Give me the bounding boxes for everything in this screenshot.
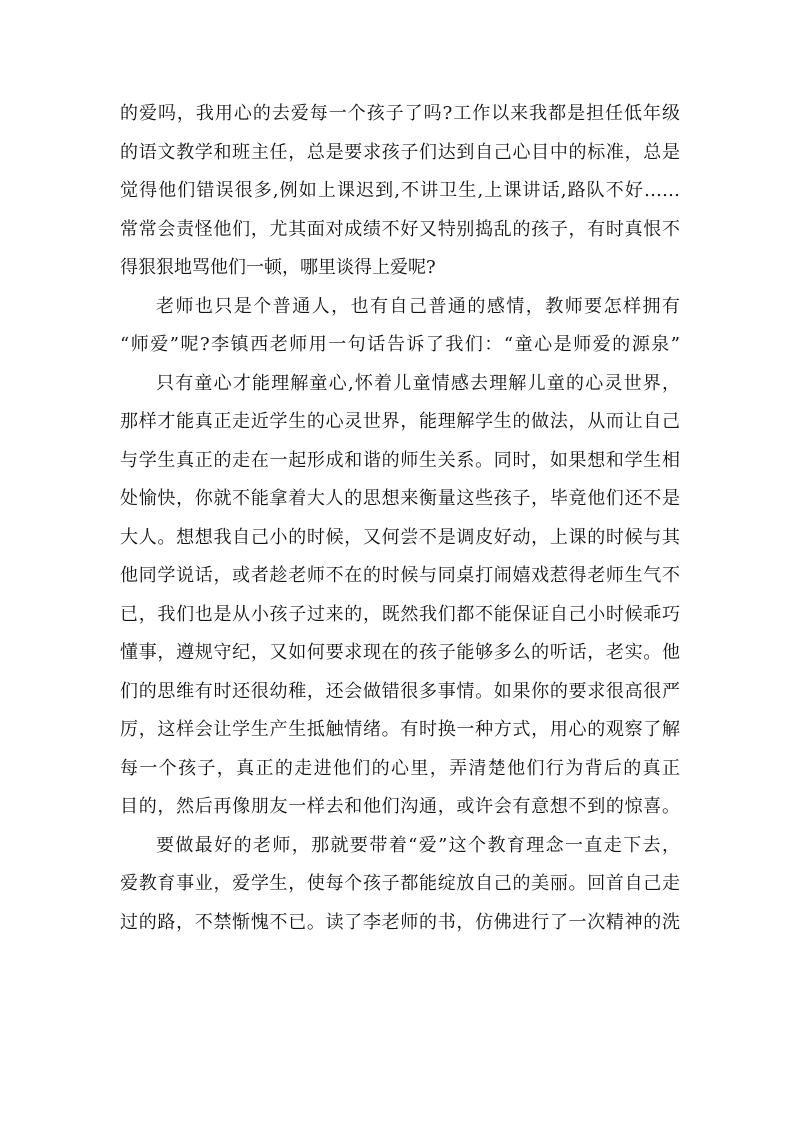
text-line: 要做最好的老师，那就要带着“爱”这个教育理念一直走下去，	[156, 834, 680, 856]
text-line: 与学生真正的走在一起形成和谐的师生关系。同时，如果想和学生相	[120, 449, 680, 471]
text-line: 觉得他们错误很多,例如上课迟到,不讲卫生,上课讲话,路队不好……	[120, 180, 680, 201]
text-line: 只有童心才能理解童心,怀着儿童情感去理解儿童的心灵世界，	[156, 372, 680, 394]
paragraph	[120, 827, 680, 943]
text-line: 那样才能真正走近学生的心灵世界，能理解学生的做法，从而让自己	[120, 411, 680, 432]
text-line: 每一个孩子，真正的走进他们的心里，弄清楚他们行为背后的真正	[120, 757, 680, 779]
paragraph	[120, 365, 680, 827]
text-line: 爱教育事业，爱学生，使每个孩子都能绽放自己的美丽。回首自己走	[120, 873, 680, 894]
text-line: 已，我们也是从小孩子过来的，既然我们都不能保证自己小时候乖巧	[120, 603, 680, 625]
text-line: 厉，这样会让学生产生抵触情绪。有时换一种方式，用心的观察了解	[120, 719, 680, 740]
text-line: 大人。想想我自己小的时候，又何尝不是调皮好动，上课的时候与其	[120, 526, 680, 548]
text-line: 的爱吗，我用心的去爱每一个孩子了吗?工作以来我都是担任低年级	[120, 103, 680, 124]
text-line: 老师也只是个普通人，也有自己普通的感情，教师要怎样拥有	[156, 295, 680, 317]
text-line: 得狠狠地骂他们一顿，哪里谈得上爱呢?	[120, 257, 436, 278]
text-line: 处愉快，你就不能拿着大人的思想来衡量这些孩子，毕竟他们还不是	[120, 488, 680, 509]
text-line: 目的，然后再像朋友一样去和他们沟通，或许会有意想不到的惊喜。	[120, 796, 680, 817]
text-line: 的语文教学和班主任，总是要求孩子们达到自己心目中的标准，总是	[120, 141, 680, 163]
text-line: 他同学说话，或者趁老师不在的时候与同桌打闹嬉戏惹得老师生气不	[120, 565, 680, 586]
text-line: 们的思维有时还很幼稚，还会做错很多事情。如果你的要求很高很严	[120, 680, 680, 702]
paragraph	[120, 288, 680, 365]
text-line: “师爱”呢?李镇西老师用一句话告诉了我们：“童心是师爱的源泉”	[120, 334, 680, 355]
paragraph	[120, 95, 680, 288]
document-body	[120, 95, 680, 942]
text-line: 懂事，遵规守纪，又如何要求现在的孩子能够多么的听话，老实。他	[120, 642, 680, 663]
text-line: 过的路，不禁惭愧不已。读了李老师的书，仿佛进行了一次精神的洗	[120, 911, 680, 933]
text-line: 常常会责怪他们，尤其面对成绩不好又特别捣乱的孩子，有时真恨不	[120, 218, 680, 240]
